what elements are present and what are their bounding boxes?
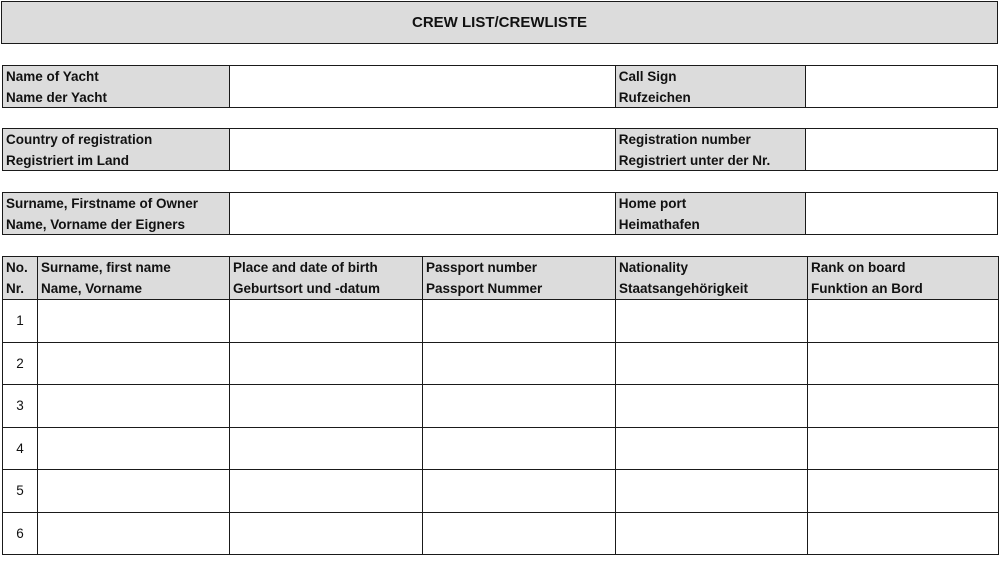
col-header-rank-en: Rank on board — [811, 260, 906, 275]
birth-cell[interactable] — [230, 427, 423, 470]
passport-cell[interactable] — [423, 470, 616, 513]
col-header-passport-en: Passport number — [426, 260, 538, 275]
name-cell[interactable] — [38, 385, 230, 428]
owner-name-label-de: Name, Vorname der Eigners — [6, 216, 186, 232]
rank-cell[interactable] — [808, 300, 999, 343]
name-cell[interactable] — [38, 470, 230, 513]
col-header-nationality — [616, 257, 808, 300]
nationality-cell[interactable] — [616, 427, 808, 470]
owner-name-label-en: Surname, Firstname of Owner — [6, 195, 199, 211]
col-header-name-en: Surname, first name — [41, 260, 171, 275]
col-header-name-de: Name, Vorname — [41, 281, 143, 296]
table-row — [3, 470, 999, 513]
row-number: 1 — [3, 300, 38, 343]
yacht-name-label-de: Name der Yacht — [6, 89, 108, 105]
rank-cell[interactable] — [808, 385, 999, 428]
row-number: 4 — [3, 427, 38, 470]
home-port-label — [616, 193, 807, 234]
col-header-passport — [423, 257, 616, 300]
col-header-birth-en: Place and date of birth — [233, 260, 378, 275]
table-row — [3, 512, 999, 555]
nationality-cell[interactable] — [616, 470, 808, 513]
call-sign-label-de: Rufzeichen — [618, 89, 691, 105]
country-registration-label-en: Country of registration — [6, 131, 153, 147]
birth-cell[interactable] — [230, 342, 423, 385]
col-header-rank-de: Funktion an Bord — [811, 281, 923, 296]
col-header-birth — [230, 257, 423, 300]
crew-table-header — [3, 257, 999, 300]
passport-cell[interactable] — [423, 385, 616, 428]
table-row — [3, 427, 999, 470]
name-cell[interactable] — [38, 512, 230, 555]
table-row — [3, 385, 999, 428]
country-registration-label-de: Registriert im Land — [6, 152, 130, 168]
registration-number-label-en: Registration number — [618, 131, 751, 147]
col-header-nationality-en: Nationality — [619, 260, 689, 275]
info-row-registration — [2, 128, 998, 171]
col-header-name — [38, 257, 230, 300]
yacht-name-field[interactable] — [230, 66, 616, 107]
table-row — [3, 300, 999, 343]
nationality-cell[interactable] — [616, 512, 808, 555]
birth-cell[interactable] — [230, 300, 423, 343]
form-title: CREW LIST/CREWLISTE — [1, 1, 998, 44]
col-header-birth-de: Geburtsort und -datum — [233, 281, 380, 296]
info-row-yacht — [2, 65, 998, 108]
birth-cell[interactable] — [230, 512, 423, 555]
col-header-no — [3, 257, 38, 300]
rank-cell[interactable] — [808, 342, 999, 385]
registration-number-label — [616, 129, 807, 170]
col-header-passport-de: Passport Nummer — [426, 281, 543, 296]
registration-number-field[interactable] — [806, 129, 997, 170]
owner-name-label — [3, 193, 230, 234]
call-sign-label — [616, 66, 807, 107]
rank-cell[interactable] — [808, 470, 999, 513]
rank-cell[interactable] — [808, 427, 999, 470]
passport-cell[interactable] — [423, 512, 616, 555]
nationality-cell[interactable] — [616, 342, 808, 385]
passport-cell[interactable] — [423, 342, 616, 385]
nationality-cell[interactable] — [616, 300, 808, 343]
birth-cell[interactable] — [230, 385, 423, 428]
owner-name-field[interactable] — [230, 193, 616, 234]
col-header-nationality-de: Staatsangehörigkeit — [619, 281, 749, 296]
row-number: 3 — [3, 385, 38, 428]
col-header-rank — [808, 257, 999, 300]
table-row — [3, 342, 999, 385]
call-sign-field[interactable] — [806, 66, 997, 107]
name-cell[interactable] — [38, 342, 230, 385]
call-sign-label-en: Call Sign — [618, 68, 677, 84]
name-cell[interactable] — [38, 427, 230, 470]
passport-cell[interactable] — [423, 427, 616, 470]
home-port-label-de: Heimathafen — [618, 216, 700, 232]
crew-table — [2, 256, 999, 555]
rank-cell[interactable] — [808, 512, 999, 555]
country-registration-field[interactable] — [230, 129, 616, 170]
home-port-label-en: Home port — [618, 195, 687, 211]
passport-cell[interactable] — [423, 300, 616, 343]
birth-cell[interactable] — [230, 470, 423, 513]
row-number: 2 — [3, 342, 38, 385]
registration-number-label-de: Registriert unter der Nr. — [618, 152, 771, 168]
row-number: 6 — [3, 512, 38, 555]
row-number: 5 — [3, 470, 38, 513]
name-cell[interactable] — [38, 300, 230, 343]
info-row-owner — [2, 192, 998, 235]
yacht-name-label-en: Name of Yacht — [6, 68, 99, 84]
col-header-no-en: No. — [6, 260, 28, 275]
nationality-cell[interactable] — [616, 385, 808, 428]
yacht-name-label — [3, 66, 230, 107]
country-registration-label — [3, 129, 230, 170]
col-header-no-de: Nr. — [6, 281, 25, 296]
home-port-field[interactable] — [806, 193, 997, 234]
